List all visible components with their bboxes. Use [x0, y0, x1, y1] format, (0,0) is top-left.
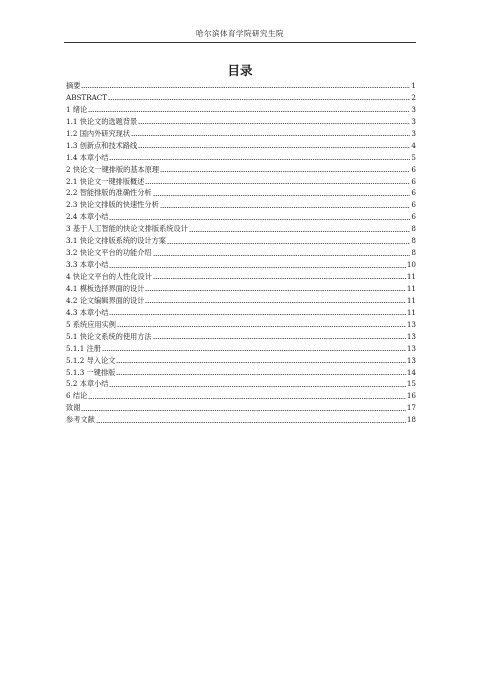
toc-entry-page-number: 11 [406, 307, 416, 317]
toc-entry-label: 2.1 快论文一键排版概述 [66, 176, 145, 186]
toc-entry[interactable] [66, 140, 416, 152]
toc-entry-label: 摘要 [66, 81, 81, 90]
toc-dot-leader [138, 123, 410, 124]
toc-entry[interactable] [66, 390, 416, 402]
toc-entry-page-number: 1 [411, 81, 416, 90]
toc-entry[interactable] [66, 271, 416, 283]
toc-entry-page-number: 4 [411, 140, 416, 150]
toc-entry[interactable] [66, 104, 416, 116]
toc-entry-page-number: 13 [406, 355, 416, 365]
toc-entry-page-number: 5 [411, 152, 416, 162]
toc-entry-page-number: 3 [411, 104, 416, 114]
toc-entry-label: 5.1.2 导入论文 [66, 355, 116, 365]
toc-dot-leader [109, 386, 405, 387]
toc-entry-label: 2.2 智能排版的准确性分析 [66, 188, 152, 198]
toc-entry-label: 3.3 本章小结 [66, 260, 109, 270]
toc-entry-page-number: 6 [411, 200, 416, 210]
toc-dot-leader [88, 111, 410, 112]
toc-entry-page-number: 6 [411, 176, 416, 186]
toc-entry-page-number: 8 [411, 248, 416, 258]
toc-entry-label: 2.3 快论文排版的快速性分析 [66, 200, 159, 210]
toc-entry-page-number: 3 [411, 116, 416, 126]
toc-dot-leader [153, 195, 411, 196]
toc-entry-page-number: 11 [406, 283, 416, 293]
toc-entry[interactable] [66, 295, 416, 307]
toc-entry-label: 1.1 快论文的选题背景 [66, 116, 138, 126]
toc-entry[interactable] [66, 378, 416, 390]
toc-entry[interactable] [66, 187, 416, 199]
toc-entry-page-number: 6 [411, 188, 416, 198]
toc-entry[interactable] [66, 164, 416, 176]
toc-entry-label: 4.3 本章小结 [66, 307, 109, 317]
toc-entry[interactable] [66, 343, 416, 355]
toc-entry[interactable] [66, 80, 416, 92]
toc-entry[interactable] [66, 319, 416, 331]
toc-entry-label: 5.2 本章小结 [66, 379, 109, 389]
toc-dot-leader [81, 87, 410, 88]
toc-entry[interactable] [66, 152, 416, 164]
toc-entry-page-number: 6 [411, 212, 416, 222]
toc-entry-page-number: 13 [406, 343, 416, 353]
toc-entry-label: 致谢 [66, 403, 81, 413]
toc-entry-page-number: 3 [411, 128, 416, 138]
toc-entry-label: 6 结论 [66, 391, 88, 401]
toc-entry[interactable] [66, 259, 416, 271]
toc-dot-leader [117, 326, 406, 327]
toc-dot-leader [189, 231, 411, 232]
toc-entry-page-number: 6 [411, 164, 416, 174]
toc-dot-leader [153, 338, 406, 339]
toc-entry-label: 4.1 模板选择界面的设计 [66, 283, 145, 293]
toc-entry-label: 3.2 快论文平台的功能介绍 [66, 248, 152, 258]
toc-entry-label: 2.4 本章小结 [66, 212, 109, 222]
toc-entry-label: 1.2 国内外研究现状 [66, 128, 131, 138]
toc-entry[interactable] [66, 176, 416, 188]
toc-dot-leader [116, 374, 406, 375]
toc-dot-leader [160, 171, 410, 172]
toc-dot-leader [109, 219, 410, 220]
toc-dot-leader [131, 135, 410, 136]
toc-entry[interactable] [66, 92, 416, 104]
toc-entry[interactable] [66, 211, 416, 223]
toc-dot-leader [88, 398, 406, 399]
toc-entry-page-number: 11 [406, 295, 416, 305]
toc-entry-label: 4.2 论文编辑界面的设计 [66, 295, 145, 305]
toc-entry-label: 2 快论文一键排版的基本原理 [66, 164, 160, 174]
toc-entry[interactable] [66, 331, 416, 343]
toc-dot-leader [145, 183, 410, 184]
toc-entry-page-number: 17 [406, 403, 416, 413]
toc-entry-label: 5.1 快论文系统的使用方法 [66, 331, 152, 341]
toc-entry[interactable] [66, 402, 416, 414]
toc-dot-leader [109, 267, 405, 268]
toc-dot-leader [109, 314, 405, 315]
toc-entry-label: 1.3 创新点和技术路线 [66, 140, 138, 150]
page-header: 哈尔滨体育学院研究生院 [196, 29, 284, 38]
toc-entry-page-number: 16 [406, 391, 416, 401]
toc-entry-label: 5.1.1 注册 [66, 343, 101, 353]
toc-dot-leader [160, 207, 411, 208]
toc-entry-page-number: 10 [406, 260, 416, 270]
toc-dot-leader [102, 350, 406, 351]
toc-entry[interactable] [66, 116, 416, 128]
toc-entry[interactable] [66, 247, 416, 259]
toc-dot-leader [167, 243, 410, 244]
toc-dot-leader [153, 255, 411, 256]
toc-entry-label: 1 绪论 [66, 104, 88, 114]
toc-entry-page-number: 13 [406, 319, 416, 329]
toc-dot-leader [153, 278, 406, 279]
toc-dot-leader [138, 147, 410, 148]
toc-entry[interactable] [66, 223, 416, 235]
toc-dot-leader [109, 159, 410, 160]
toc-title: 目录 [227, 63, 253, 78]
toc-entry-label: 参考文献 [66, 415, 95, 425]
toc-dot-leader [81, 410, 405, 411]
toc-list [66, 80, 416, 426]
toc-entry-label: 1.4 本章小结 [66, 152, 109, 162]
toc-entry-label: 4 快论文平台的人性化设计 [66, 272, 152, 281]
toc-entry-label: 5.1.3 一键排版 [66, 367, 116, 377]
header-rule [64, 42, 416, 43]
toc-entry-page-number: 2 [411, 92, 416, 102]
toc-entry-page-number: 8 [411, 236, 416, 246]
toc-entry[interactable] [66, 283, 416, 295]
toc-dot-leader [108, 99, 410, 100]
toc-entry[interactable] [66, 367, 416, 379]
toc-dot-leader [145, 290, 405, 291]
toc-entry[interactable] [66, 414, 416, 426]
toc-entry-label: 3 基于人工智能的快论文排版系统设计 [66, 224, 188, 234]
toc-entry[interactable] [66, 199, 416, 211]
toc-entry-page-number: 11 [406, 272, 416, 281]
toc-entry-label: 5 系统应用实例 [66, 319, 116, 329]
toc-entry[interactable] [66, 235, 416, 247]
toc-entry-page-number: 15 [406, 379, 416, 389]
toc-entry-page-number: 13 [406, 331, 416, 341]
toc-dot-leader [96, 422, 406, 423]
toc-dot-leader [145, 302, 405, 303]
toc-entry-page-number: 8 [411, 224, 416, 234]
toc-entry[interactable] [66, 128, 416, 140]
toc-entry[interactable] [66, 355, 416, 367]
toc-entry-page-number: 14 [406, 367, 416, 377]
toc-entry[interactable] [66, 307, 416, 319]
toc-entry-label: ABSTRACT [66, 92, 108, 102]
toc-entry-page-number: 18 [406, 415, 416, 425]
toc-entry-label: 3.1 快论文排版系统的设计方案 [66, 236, 166, 246]
toc-dot-leader [116, 362, 406, 363]
